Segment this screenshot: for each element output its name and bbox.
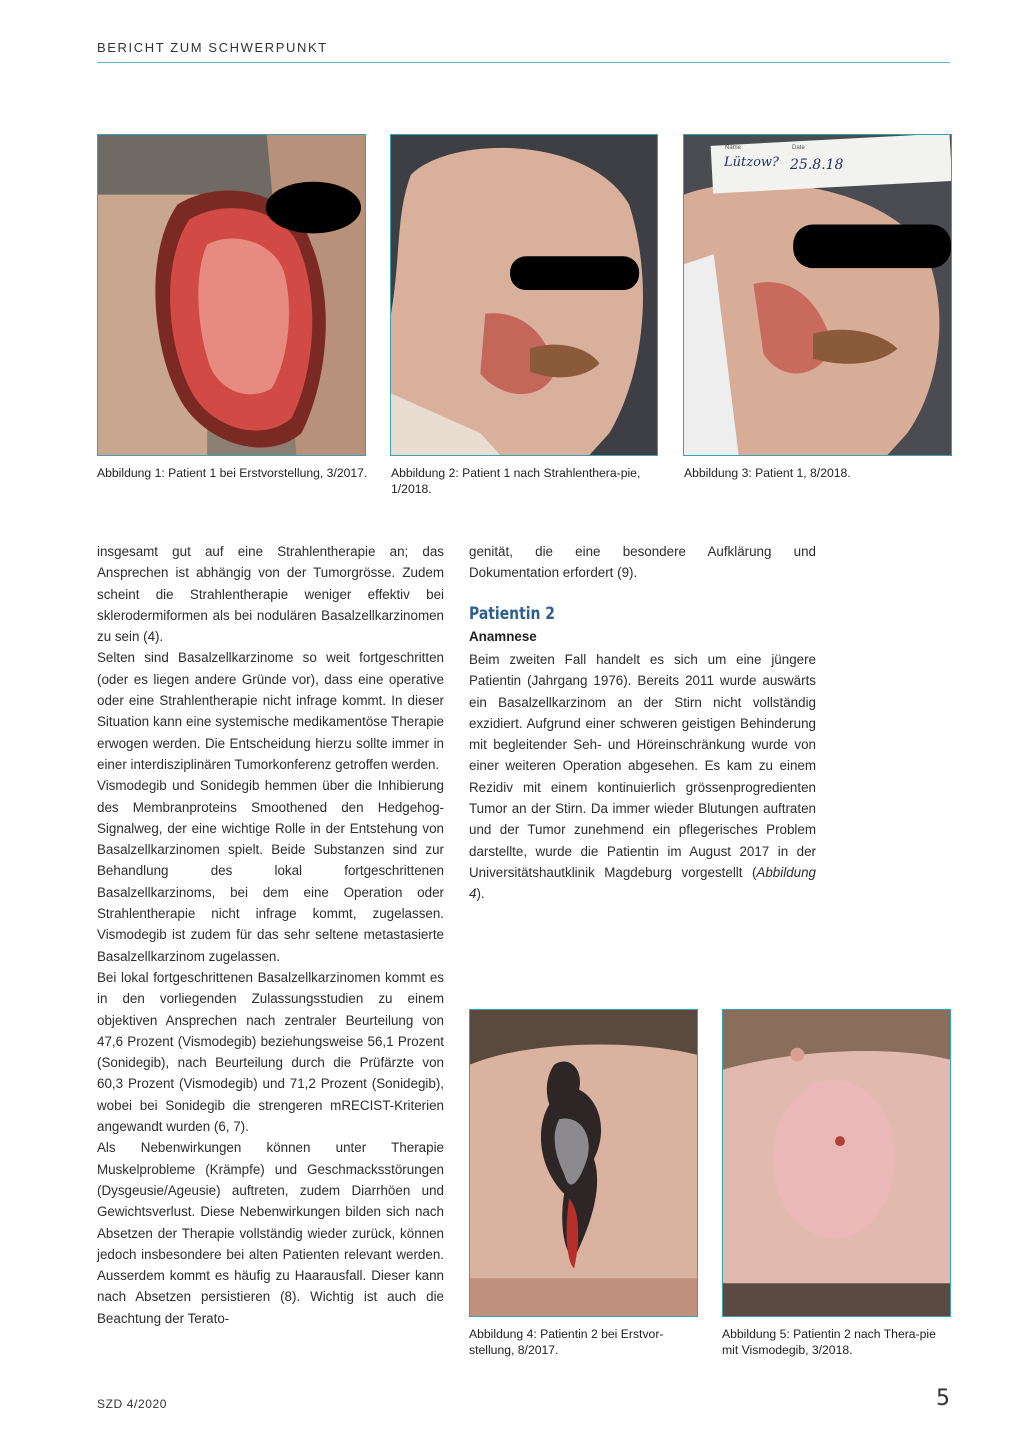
- left-paragraph-1: insgesamt gut auf eine Strahlentherapie an; das Ansprechen ist abhängig von der Tumorgrösse. Zudem scheint die Strahlentherapie weniger effektiv bei sklerodermiformen als bei nodulären Basalzellkarzinomen zu sein (4).: [97, 544, 444, 645]
- figure-5-caption: Abbildung 5: Patientin 2 nach Thera-pie mit Vismodegib, 3/2018.: [722, 1327, 936, 1357]
- ruler-date-label: Date: [792, 145, 805, 151]
- figure-1-caption: Abbildung 1: Patient 1 bei Erstvorstellung, 3/2017.: [97, 466, 368, 480]
- figure-4-photo: [469, 1009, 698, 1317]
- right-body-text: [469, 649, 816, 905]
- right-body: Beim zweiten Fall handelt es sich um eine jüngere Patientin (Jahrgang 1976). Bereits 2011 wurde auswärts ein Basalzellkarzinom an der Stirn nicht vollständig exzidiert. Aufgrund einer schweren geistigen Behinderung mit begleitender Seh- und Höreinschränkung wurde von einer weiteren Operation abgesehen. Es kam zu einem Rezidiv mit einem kontinuierlich grössenprogredienten Tumor an der Stirn. Da immer wieder Blutungen auftraten und der Tumor zunehmend ein pflegerisches Problem darstellte, wurde die Patientin im August 2017 in der Universitätshautklinik Magdeburg vorgestellt (: [469, 652, 816, 880]
- right-continuation-text: [469, 541, 816, 584]
- ruler-name-label: Name: [725, 145, 742, 151]
- figure-2-caption: Abbildung 2: Patient 1 nach Strahlenthera-pie, 1/2018.: [391, 466, 641, 496]
- figure-5-photo: [722, 1009, 951, 1317]
- right-continuation: genität, die eine besondere Aufklärung und Dokumentation erfordert (9).: [469, 544, 816, 581]
- figure-2-photo: [390, 134, 658, 456]
- page-number: 5: [936, 1386, 950, 1411]
- ruler-date-value: 25.8.18: [790, 157, 844, 173]
- figure-3-photo: [683, 134, 952, 456]
- left-text-column: [97, 541, 444, 1329]
- left-paragraph-2: Selten sind Basalzellkarzinome so weit fortgeschritten (oder es liegen andere Gründe vor), dass eine operative oder eine Strahlentherapie nicht infrage kommt. In dieser Situation kann eine systemische medikamentöse Therapie erwogen werden. Die Entscheidung hierzu sollte immer in einer interdisziplinären Tumorkonferenz getroffen werden.: [97, 650, 444, 772]
- figure-reference: Abbildung 4: [469, 864, 816, 902]
- subsection-title: Anamnese: [469, 629, 537, 644]
- running-header: BERICHT ZUM SCHWERPUNKT: [97, 40, 328, 55]
- left-paragraph-3: Vismodegib und Sonidegib hemmen über die Inhibierung des Membranproteins Smoothened den Hedgehog-Signalweg, der eine wichtige Rolle in der Entstehung von Basalzellkarzinomen spielt. Beide Substanzen sind zur Behandlung des lokal fortgeschrittenen Basalzellkarzinoms, bei dem eine Operation oder Strahlentherapie nicht infrage kommt, zugelassen. Vismodegib ist zudem für das sehr seltene metastasierte Basalzellkarzinom zugelassen.: [97, 778, 444, 964]
- header-rule: [97, 62, 950, 63]
- section-title: Patientin 2: [469, 604, 555, 624]
- figure-4-caption: Abbildung 4: Patientin 2 bei Erstvor-stellung, 8/2017.: [469, 1327, 664, 1357]
- left-paragraph-5: Als Nebenwirkungen können unter Therapie Muskelprobleme (Krämpfe) und Geschmacksstörungen (Dysgeusie/Ageusie) auftreten, zudem Diarrhöen und Gewichtsverlust. Diese Nebenwirkungen bilden sich nach Absetzen der Therapie vollständig wieder zurück, können jedoch insbesondere bei alten Patienten relevant werden. Ausserdem kommt es häufig zu Haarausfall. Dieser kann nach Absetzen persistieren (8). Wichtig ist auch die Beachtung der Terato-: [97, 1140, 444, 1326]
- figure-1-photo: [97, 134, 366, 456]
- ruler-name-value: Lützow?: [724, 155, 780, 170]
- left-paragraph-4: Bei lokal fortgeschrittenen Basalzellkarzinomen kommt es in den vorliegenden Zulassungsstudien zu einem objektiven Ansprechen nach zentraler Beurteilung von 47,6 Prozent (Vismodegib) beziehungsweise 56,1 Prozent (Sonidegib), nach Beurteilung durch die Prüfärzte von 60,3 Prozent (Vismodegib) und 71,2 Prozent (Sonidegib), wobei bei Sonidegib die strengeren mRECIST-Kriterien angewandt wurden (6, 7).: [97, 969, 444, 1135]
- figure-3-caption: Abbildung 3: Patient 1, 8/2018.: [684, 466, 851, 480]
- right-body-end: ).: [476, 886, 485, 902]
- right-body-paragraph: [469, 649, 816, 905]
- footer-journal: SZD 4/2020: [97, 1397, 168, 1411]
